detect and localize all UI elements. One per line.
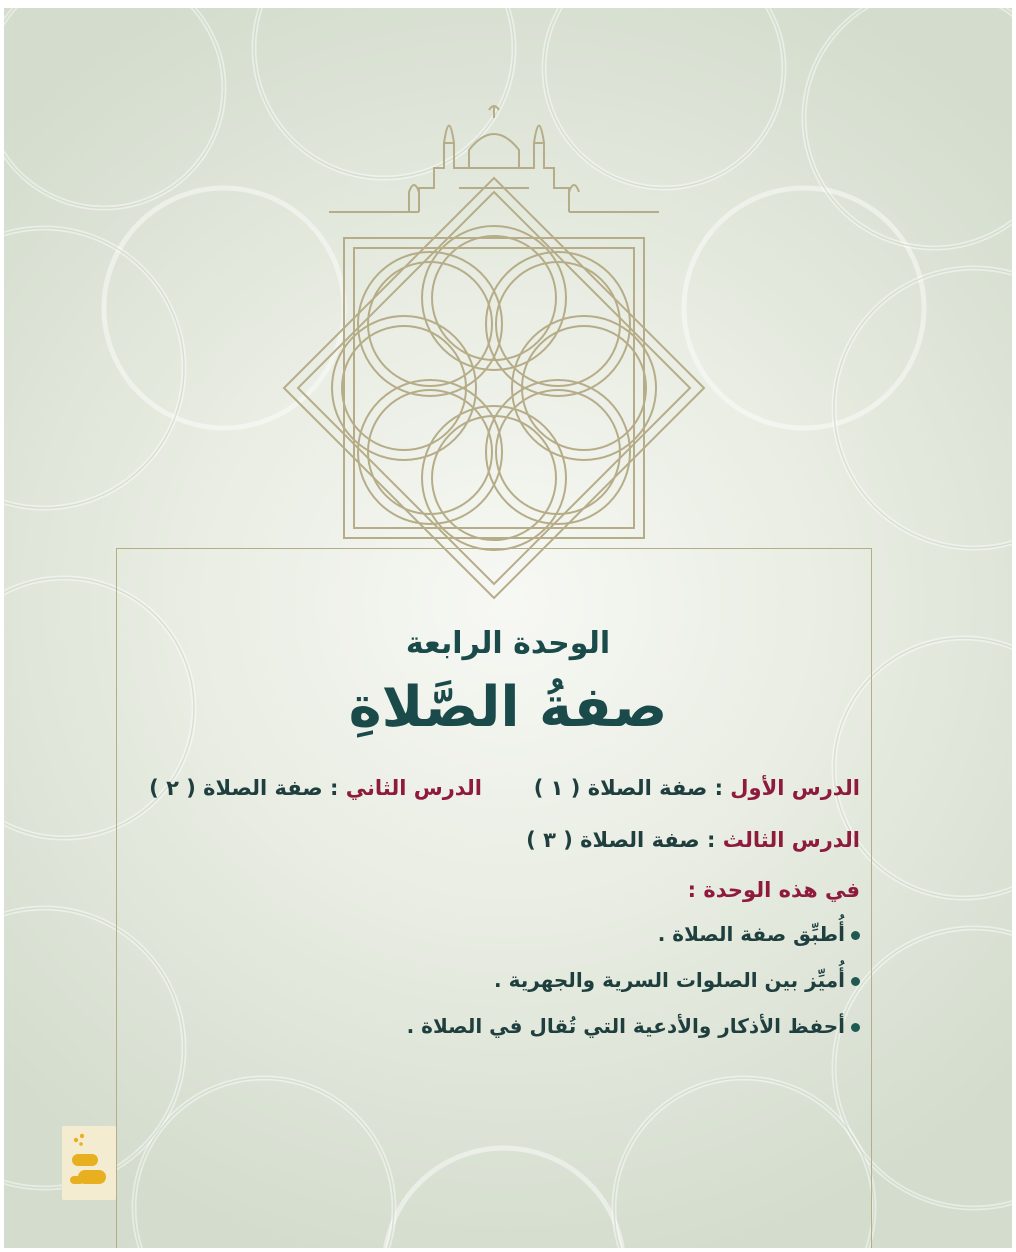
unit-label: الوحدة الرابعة bbox=[405, 626, 611, 661]
list-item bbox=[164, 966, 860, 1012]
lesson-3-sep: : bbox=[699, 828, 723, 852]
logo-mark-icon bbox=[62, 1126, 116, 1200]
in-this-unit-title: في هذه الوحدة : bbox=[687, 878, 860, 902]
lesson-1-name: صفة الصلاة ( ١ ) bbox=[533, 776, 708, 800]
lesson-1-sep: : bbox=[707, 776, 731, 800]
lesson-2-name: صفة الصلاة ( ٢ ) bbox=[149, 776, 323, 800]
lesson-2 bbox=[149, 776, 482, 800]
goal-text: أُميِّز بين الصلوات السرية والجهرية . bbox=[494, 968, 845, 992]
lesson-3 bbox=[526, 828, 860, 852]
lesson-3-prefix: الدرس الثالث bbox=[722, 828, 860, 852]
unit-goals-list bbox=[164, 920, 860, 1058]
goal-text: أُطبِّق صفة الصلاة . bbox=[657, 922, 845, 946]
list-item bbox=[164, 920, 860, 966]
goal-text: أحفظ الأذكار والأدعية التي تُقال في الصلاة . bbox=[406, 1014, 845, 1038]
lesson-3-name: صفة الصلاة ( ٣ ) bbox=[526, 828, 700, 852]
lesson-1 bbox=[534, 776, 860, 800]
lesson-1-prefix: الدرس الأول bbox=[730, 776, 860, 800]
publisher-logo-icon bbox=[62, 1126, 116, 1200]
bullet-icon bbox=[851, 977, 860, 986]
mosque-star-ornament-icon bbox=[269, 88, 719, 628]
bullet-icon bbox=[851, 931, 860, 940]
lesson-2-prefix: الدرس الثاني bbox=[345, 776, 482, 800]
list-item bbox=[164, 1012, 860, 1058]
bullet-icon bbox=[851, 1023, 860, 1032]
page bbox=[4, 8, 1012, 1248]
unit-title: صفةُ الصَّلاةِ bbox=[348, 675, 668, 740]
lesson-2-sep: : bbox=[322, 776, 346, 800]
